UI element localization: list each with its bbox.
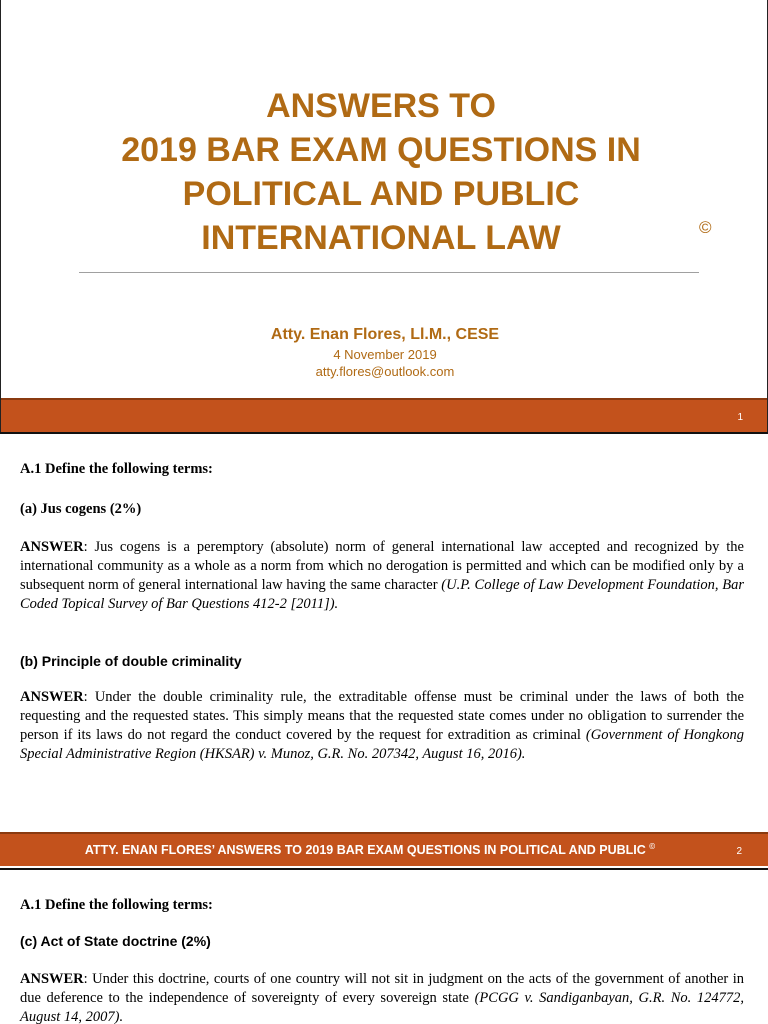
footer-title bbox=[30, 842, 710, 857]
answer-text: : Under the double criminality rule, the extraditable offense must be criminal under the laws of both the requesting and the requested states. This simply means that the requested state comes under no obligation to surrender the person if its laws do not regard the conduct covered by the request for extradition as criminal bbox=[20, 689, 744, 743]
answer-label: ANSWER bbox=[20, 689, 84, 705]
answer-slide-3 bbox=[0, 870, 768, 1024]
item-a-title-text: (a) Jus cogens (2%) bbox=[20, 501, 142, 517]
slide-footer-bar bbox=[0, 832, 768, 866]
heading-text: A.1 Define the following terms: bbox=[20, 461, 213, 477]
answer-text: : Under this doctrine, courts of one country will not sit in judgment on the acts of the government of another in due deference to the independence of sovereignty of every sovereign state bbox=[20, 971, 744, 1006]
answer-slide-2 bbox=[0, 434, 768, 868]
item-a-answer bbox=[20, 538, 744, 614]
section-heading bbox=[20, 460, 744, 479]
author-email: atty.flores@outlook.com bbox=[315, 364, 455, 379]
copyright-mark: © bbox=[699, 218, 712, 237]
title-line-1: ANSWERS TO bbox=[266, 87, 496, 125]
item-a-title bbox=[20, 500, 744, 519]
citation: (U.P. College of Law Development Foundation, Bar Coded Topical Survey of Bar Questions 412-2 [2011]). bbox=[20, 577, 745, 612]
heading-text: A.1 Define the following terms: bbox=[20, 897, 213, 913]
title-line-4: INTERNATIONAL LAW bbox=[201, 219, 561, 257]
answer-text: : Jus cogens is a peremptory (absolute) norm of general international law accepted and recognized by the international community as a whole as a norm from which no derogation is permitted and which can be modified only by a subsequent norm of general international law having the same character bbox=[20, 539, 744, 593]
title-slide bbox=[0, 0, 768, 432]
presentation-title bbox=[41, 84, 721, 260]
item-b-answer bbox=[20, 688, 744, 764]
item-b-title: (b) Principle of double criminality bbox=[20, 653, 242, 669]
answer-label: ANSWER bbox=[20, 539, 84, 555]
citation: (Government of Hongkong Special Administrative Region (HKSAR) v. Munoz, G.R. No. 207342, August 16, 2016). bbox=[20, 727, 744, 762]
item-c-title: (c) Act of State doctrine (2%) bbox=[20, 933, 211, 949]
item-c-answer bbox=[20, 970, 744, 1024]
author-name: Atty. Enan Flores, Ll.M., CESE bbox=[270, 326, 500, 343]
slide-footer-bar bbox=[1, 398, 768, 432]
page-number: 2 bbox=[736, 846, 742, 857]
copyright-mark: © bbox=[649, 842, 656, 851]
title-line-2: 2019 BAR EXAM QUESTIONS IN bbox=[121, 131, 641, 169]
title-line-3: POLITICAL AND PUBLIC bbox=[182, 175, 580, 213]
presentation-date: 4 November 2019 bbox=[333, 347, 437, 362]
title-divider bbox=[79, 272, 699, 273]
section-heading bbox=[20, 896, 744, 915]
citation: (PCGG v. Sandiganbayan, G.R. No. 124772, August 14, 2007). bbox=[20, 990, 744, 1024]
footer-text: ATTY. ENAN FLORES’ ANSWERS TO 2019 BAR EXAM QUESTIONS IN POLITICAL AND PUBLIC bbox=[84, 843, 646, 858]
answer-label: ANSWER bbox=[20, 971, 84, 987]
page-number: 1 bbox=[737, 412, 743, 423]
